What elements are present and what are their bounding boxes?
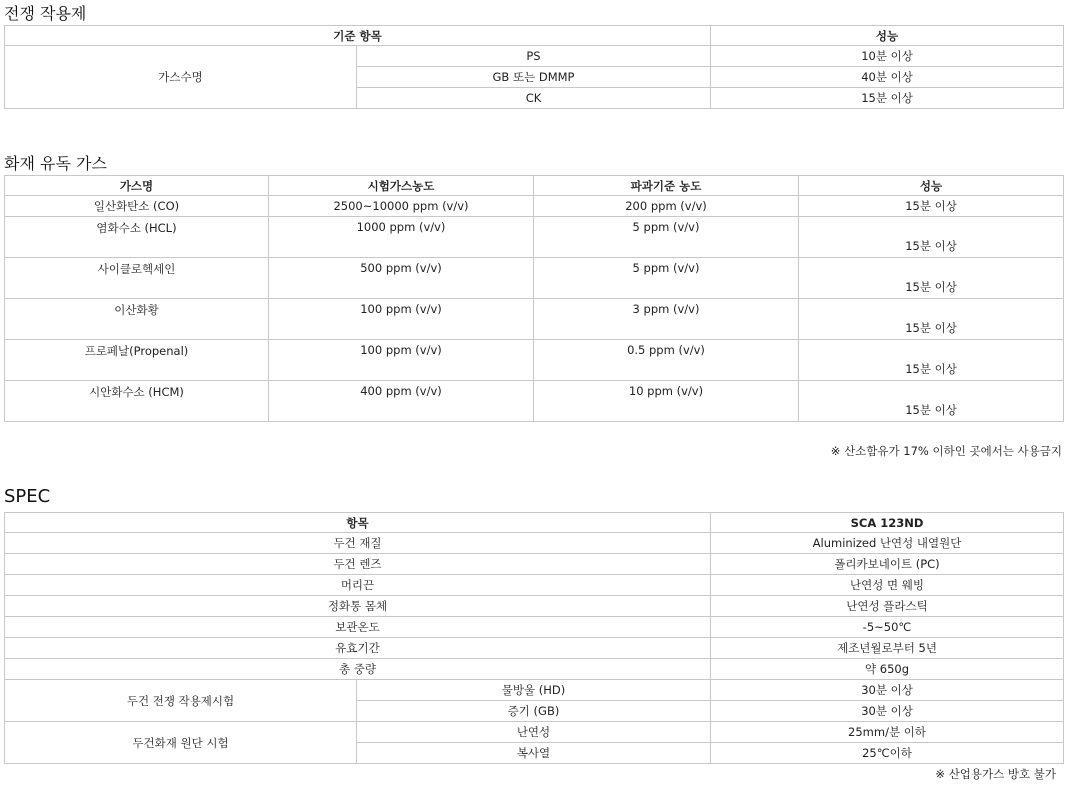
item-cell: CK	[357, 88, 711, 109]
table-row	[5, 617, 1064, 638]
sub-item-cell: 복사열	[357, 743, 711, 764]
spec-item-cell: 두건 렌즈	[5, 554, 711, 575]
table-row	[5, 196, 1064, 217]
test-concentration-cell: 2500~10000 ppm (v/v)	[269, 196, 534, 217]
group-label: 가스수명	[5, 46, 357, 109]
performance-cell: 15분 이상	[799, 217, 1064, 258]
header-performance: 성능	[799, 176, 1064, 196]
table-row	[5, 575, 1064, 596]
sub-item-cell: 물방울 (HD)	[357, 680, 711, 701]
header-model: SCA 123ND	[711, 513, 1064, 533]
breakthrough-cell: 200 ppm (v/v)	[534, 196, 799, 217]
spec-value-cell: 25℃이하	[711, 743, 1064, 764]
spec-value-cell: 난연성 면 웨빙	[711, 575, 1064, 596]
performance-cell: 15분 이상	[799, 258, 1064, 299]
table-header-row	[5, 176, 1064, 196]
spec-value-cell: Aluminized 난연성 내열원단	[711, 533, 1064, 554]
spec-value-cell: 30분 이상	[711, 680, 1064, 701]
item-cell: PS	[357, 46, 711, 67]
breakthrough-cell: 5 ppm (v/v)	[534, 258, 799, 299]
breakthrough-cell: 3 ppm (v/v)	[534, 299, 799, 340]
gas-name-cell: 시안화수소 (HCM)	[5, 381, 269, 422]
table-row	[5, 340, 1064, 381]
table-row	[5, 638, 1064, 659]
gas-name-cell: 염화수소 (HCL)	[5, 217, 269, 258]
spec-item-cell: 정화통 몸체	[5, 596, 711, 617]
spec-value-cell: 25mm/분 이하	[711, 722, 1064, 743]
section2-title: 화재 유독 가스	[4, 154, 107, 173]
toxic-gas-table	[4, 175, 1064, 422]
performance-cell: 15분 이상	[711, 88, 1064, 109]
table-row	[5, 554, 1064, 575]
spec-table	[4, 512, 1064, 764]
spec-item-cell: 머리끈	[5, 575, 711, 596]
performance-cell: 10분 이상	[711, 46, 1064, 67]
performance-cell: 15분 이상	[799, 340, 1064, 381]
gas-name-cell: 프로페날(Propenal)	[5, 340, 269, 381]
header-test-concentration: 시험가스농도	[269, 176, 534, 196]
test-concentration-cell: 400 ppm (v/v)	[269, 381, 534, 422]
sub-item-cell: 난연성	[357, 722, 711, 743]
test-concentration-cell: 100 ppm (v/v)	[269, 299, 534, 340]
spec-value-cell: 약 650g	[711, 659, 1064, 680]
performance-cell: 15분 이상	[799, 196, 1064, 217]
war-agent-table	[4, 25, 1064, 109]
table-row	[5, 46, 1064, 67]
gas-name-cell: 일산화탄소 (CO)	[5, 196, 269, 217]
performance-cell: 15분 이상	[799, 381, 1064, 422]
table-row	[5, 258, 1064, 299]
table-header-row	[5, 513, 1064, 533]
gas-name-cell: 이산화황	[5, 299, 269, 340]
breakthrough-cell: 10 ppm (v/v)	[534, 381, 799, 422]
spec-value-cell: 폴리카보네이트 (PC)	[711, 554, 1064, 575]
spec-item-cell: 총 중량	[5, 659, 711, 680]
table-row	[5, 533, 1064, 554]
table-row	[5, 217, 1064, 258]
header-item: 항목	[5, 513, 711, 533]
table-row	[5, 659, 1064, 680]
table-row	[5, 596, 1064, 617]
spec-item-cell: 두건 재질	[5, 533, 711, 554]
table-header-row	[5, 26, 1064, 46]
breakthrough-cell: 5 ppm (v/v)	[534, 217, 799, 258]
test-concentration-cell: 1000 ppm (v/v)	[269, 217, 534, 258]
section1-title: 전쟁 작용제	[4, 4, 87, 23]
spec-item-cell: 보관온도	[5, 617, 711, 638]
header-criteria: 기준 항목	[5, 26, 711, 46]
spec-value-cell: 난연성 플라스틱	[711, 596, 1064, 617]
header-breakthrough-concentration: 파과기준 농도	[534, 176, 799, 196]
group-label: 두건 전쟁 작용제시험	[5, 680, 357, 722]
group-label: 두건화재 원단 시험	[5, 722, 357, 764]
sub-item-cell: 증기 (GB)	[357, 701, 711, 722]
section3-title: SPEC	[4, 486, 51, 507]
item-cell: GB 또는 DMMP	[357, 67, 711, 88]
table-row	[5, 381, 1064, 422]
header-performance: 성능	[711, 26, 1064, 46]
breakthrough-cell: 0.5 ppm (v/v)	[534, 340, 799, 381]
performance-cell: 40분 이상	[711, 67, 1064, 88]
spec-item-cell: 유효기간	[5, 638, 711, 659]
table-row	[5, 299, 1064, 340]
table-row	[5, 722, 1064, 743]
test-concentration-cell: 100 ppm (v/v)	[269, 340, 534, 381]
spec-value-cell: -5~50℃	[711, 617, 1064, 638]
spec-value-cell: 30분 이상	[711, 701, 1064, 722]
spec-value-cell: 제조년월로부터 5년	[711, 638, 1064, 659]
gas-name-cell: 사이클로헥세인	[5, 258, 269, 299]
test-concentration-cell: 500 ppm (v/v)	[269, 258, 534, 299]
industrial-gas-note: ※ 산업용가스 방호 불가	[935, 767, 1056, 781]
table-row	[5, 680, 1064, 701]
header-gas-name: 가스명	[5, 176, 269, 196]
oxygen-warning-note: ※ 산소함유가 17% 이하인 곳에서는 사용금지	[830, 444, 1062, 458]
performance-cell: 15분 이상	[799, 299, 1064, 340]
